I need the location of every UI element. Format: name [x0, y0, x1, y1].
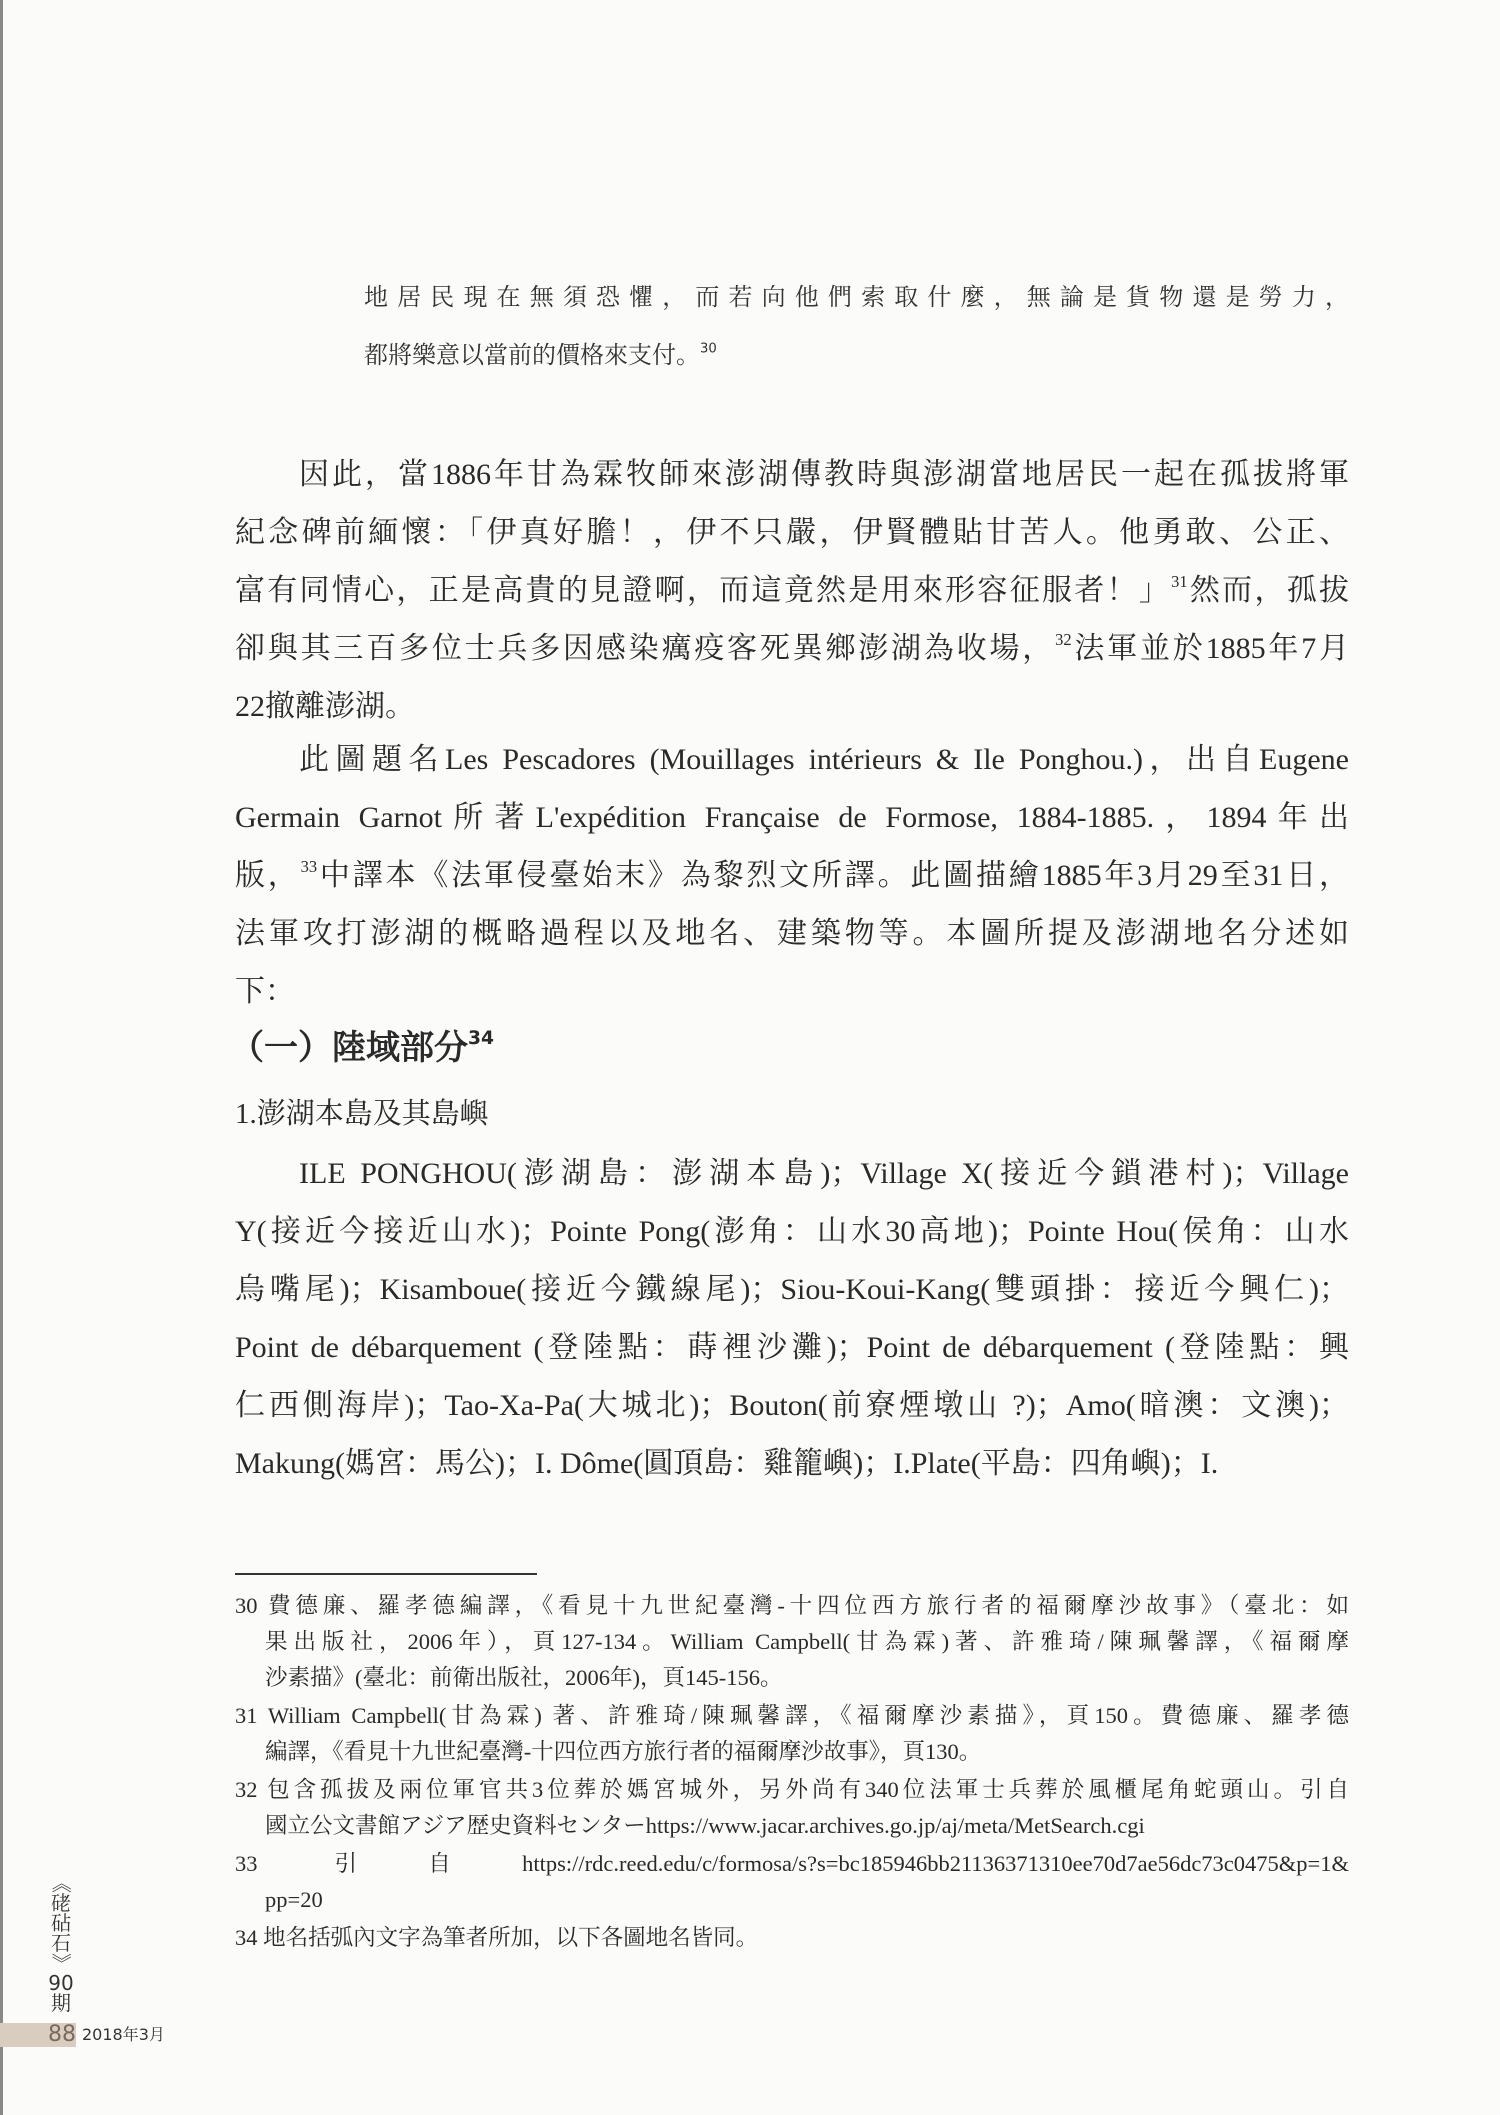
text-run: 都將樂意以當前的價格來支付。 [364, 341, 700, 369]
text-line [235, 1145, 1349, 1203]
block-quote [364, 268, 1349, 384]
journal-char: 石 [51, 1931, 71, 1955]
footnote [235, 1772, 1349, 1844]
footnote-line: 33 引自https://rdc.reed.edu/c/formosa/s?s=bc185946bb21136371310ee70d7ae56dc73c0475&p=1& [235, 1851, 1349, 1876]
text-run: Germain Garnot所著L'expédition Française de Formose, 1884-1885.，1894年出 [235, 801, 1349, 834]
footnote-ref: 31 [1171, 571, 1188, 591]
text-line [235, 620, 1349, 678]
footnote-ref: 30 [700, 341, 717, 357]
text-line [235, 446, 1349, 504]
text-line [235, 1319, 1349, 1377]
text-run: 此圖題名Les Pescadores (Mouillages intérieurs & Ile Ponghou.)，出自Eugene [299, 743, 1349, 776]
footnote-line: 34 地名括弧內文字為筆者所加，以下各圖地名皆同。 [235, 1925, 759, 1950]
text-run: 紀念碑前緬懷：「伊真好膽！，伊不只嚴，伊賢體貼甘苦人。他勇敢、公正、 [235, 516, 1349, 549]
text-run: 中譯本《法軍侵臺始末》為黎烈文所譯。此圖描繪1885年3月29至31日， [317, 859, 1350, 892]
text-run: Makung(媽宮：馬公)；I. Dôme(圓頂島：雞籠嶼)；I.Plate(平島：四角嶼)；I. [235, 1447, 1219, 1480]
text-line [235, 1377, 1349, 1435]
text-run: 然而，孤拔 [1187, 574, 1350, 607]
footnote-line: 31 William Campbell(甘為霖) 著、許雅琦/陳珮馨譯，《福爾摩沙素描》，頁150。費德廉、羅孝德 [235, 1703, 1349, 1728]
text-run: 下： [235, 975, 295, 1008]
text-line [364, 326, 1349, 384]
footnote-line: 國立公文書館アジア歴史資料センターhttps://www.jacar.archives.go.jp/aj/meta/MetSearch.cgi [265, 1813, 1145, 1838]
text-line [235, 731, 1349, 789]
text-line [235, 963, 1349, 1021]
text-run: 富有同情心，正是高貴的見證啊，而這竟然是用來形容征服者！」 [235, 574, 1172, 607]
text-run: 卻與其三百多位士兵多因感染癘疫客死異鄉澎湖為收場， [235, 632, 1056, 665]
footnote [235, 1698, 1349, 1770]
text-run: 仁西側海岸)；Tao-Xa-Pa(大城北)；Bouton(前寮煙墩山 ?)；Amo(暗澳：文澳)； [235, 1389, 1349, 1422]
section-heading [230, 1028, 494, 1068]
journal-char: 90 [48, 1971, 74, 1995]
page-edge [0, 0, 3, 2115]
text-line [235, 678, 1349, 736]
text-line [235, 1261, 1349, 1319]
footnote-line: 32 包含孤拔及兩位軍官共3位葬於媽宮城外，另外尚有340位法軍士兵葬於風櫃尾角蛇頭山。引自 [235, 1777, 1349, 1802]
footnote-line: 30 費德廉、羅孝德編譯，《看見十九世紀臺灣-十四位西方旅行者的福爾摩沙故事》（臺北：如 [235, 1593, 1349, 1618]
text-run: 地居民現在無須恐懼，而若向他們索取什麼，無論是貨物還是勞力， [364, 283, 1349, 311]
subheading: 1.澎湖本島及其島嶼 [235, 1098, 489, 1130]
journal-char: 砧 [51, 1911, 71, 1935]
page-number: 88 [0, 2023, 76, 2047]
journal-char: 》 [49, 1953, 73, 1973]
paragraph-1 [235, 446, 1349, 736]
footnote-line: 沙素描》(臺北：前衛出版社，2006年)，頁145-156。 [265, 1665, 783, 1690]
text-run: 法軍攻打澎湖的概略過程以及地名、建築物等。本圖所提及澎湖地名分述如 [235, 917, 1349, 950]
footnotes [235, 1588, 1349, 1958]
footnote [235, 1588, 1349, 1696]
text-run: 法軍並於1885年7月 [1071, 632, 1350, 665]
footnote-ref: 34 [468, 1028, 495, 1050]
footnote-line: 編譯，《看見十九世紀臺灣-十四位西方旅行者的福爾摩沙故事》，頁130。 [265, 1739, 982, 1764]
text-line [235, 789, 1349, 847]
paragraph-2 [235, 731, 1349, 1021]
text-run: Point de débarquement (登陸點：蒔裡沙灘)；Point de débarquement (登陸點：興 [235, 1331, 1349, 1364]
footnote [235, 1846, 1349, 1918]
text-line [235, 905, 1349, 963]
journal-char: 期 [51, 1991, 71, 2015]
journal-char: 硓 [51, 1891, 71, 1915]
text-line [235, 562, 1349, 620]
text-run: ILE PONGHOU(澎湖島：澎湖本島)；Village X(接近今鎖港村)；Village [299, 1157, 1349, 1190]
text-run: 烏嘴尾)；Kisamboue(接近今鐵線尾)；Siou-Koui-Kang(雙頭掛：接近今興仁)； [235, 1273, 1349, 1306]
text-line [235, 504, 1349, 562]
issue-date: 2018年3月 [82, 2025, 165, 2044]
text-run: 版， [235, 859, 301, 892]
text-line [235, 847, 1349, 905]
text-line [364, 268, 1349, 326]
journal-char: 《 [49, 1873, 73, 1893]
text-run: Y(接近今接近山水)；Pointe Pong(澎角：山水30高地)；Pointe Hou(侯角：山水 [235, 1215, 1349, 1248]
heading-text: （一）陸域部分 [230, 1028, 468, 1068]
footnote-ref: 33 [300, 856, 318, 876]
text-line [235, 1435, 1349, 1493]
text-run: 22撤離澎湖。 [235, 690, 415, 723]
footnote [235, 1920, 1349, 1956]
paragraph-3 [235, 1145, 1349, 1493]
footnote-line: 果出版社，2006年），頁127-134。William Campbell(甘為霖)著、許雅琦/陳珮馨譯，《福爾摩 [265, 1629, 1349, 1654]
footnote-ref: 32 [1055, 629, 1072, 649]
text-line [235, 1203, 1349, 1261]
footnote-divider [235, 1573, 537, 1575]
footnote-line: pp=20 [265, 1887, 323, 1912]
journal-title-vertical [48, 1873, 74, 2013]
text-run: 因此，當1886年甘為霖牧師來澎湖傳教時與澎湖當地居民一起在孤拔將軍 [299, 458, 1349, 491]
